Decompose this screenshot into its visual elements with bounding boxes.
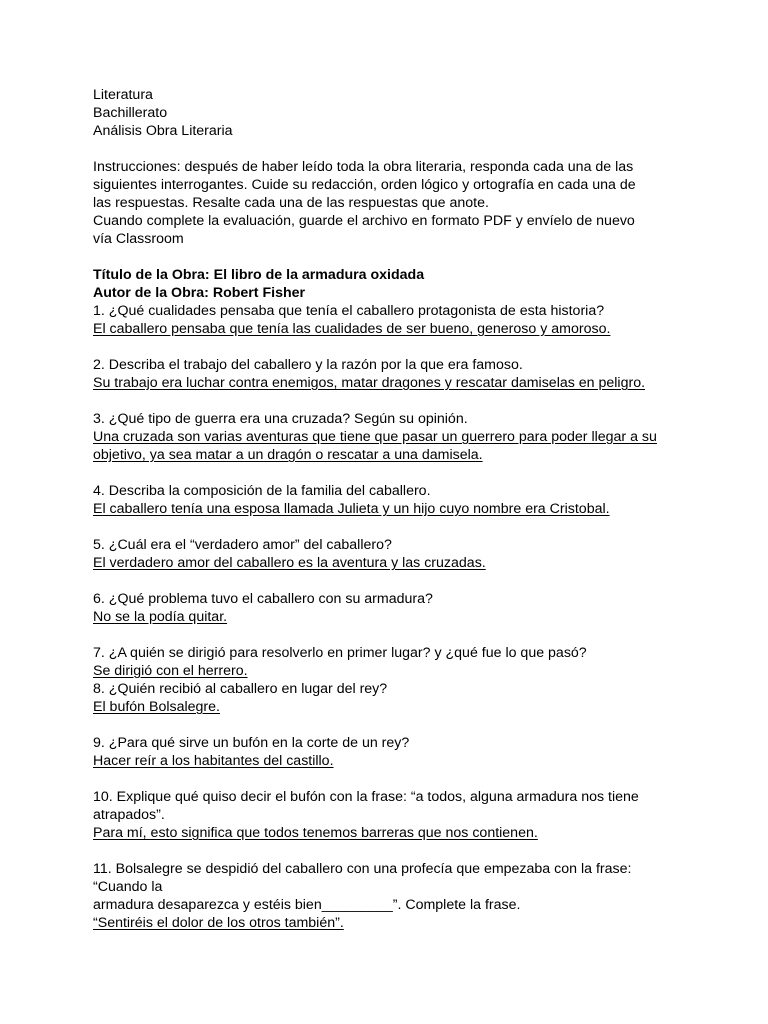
- level-line: Bachillerato: [93, 105, 168, 121]
- spacer: [93, 716, 673, 734]
- answer-line: Hacer reír a los habitantes del castillo.: [93, 753, 334, 769]
- question-block: [93, 590, 673, 626]
- question-text: armadura desaparezca y estéis bien_________”. Complete la frase.: [93, 897, 521, 913]
- answer-line: El caballero tenía una esposa llamada Julieta y un hijo cuyo nombre era Cristobal.: [93, 501, 610, 517]
- answer-text: [93, 500, 673, 518]
- instructions-line: siguientes interrogantes. Cuide su redacción, orden lógico y ortografía en cada una de: [93, 177, 636, 193]
- question-text: 10. Explique qué quiso decir el bufón con la frase: “a todos, alguna armadura nos tiene: [93, 789, 639, 805]
- work-author: Autor de la Obra: Robert Fisher: [93, 285, 306, 301]
- question-block: [93, 536, 673, 572]
- spacer: [93, 626, 673, 644]
- spacer: [93, 572, 673, 590]
- spacer: [93, 140, 673, 158]
- question-text: 1. ¿Qué cualidades pensaba que tenía el caballero protagonista de esta historia?: [93, 303, 605, 319]
- instructions-line: Cuando complete la evaluación, guarde el archivo en formato PDF y envíelo de nuevo: [93, 213, 635, 229]
- instructions-line: vía Classroom: [93, 231, 184, 247]
- question-text: 2. Describa el trabajo del caballero y la razón por la que era famoso.: [93, 357, 523, 373]
- question-block: [93, 788, 673, 842]
- answer-text: [93, 698, 673, 716]
- answer-line: Se dirigió con el herrero.: [93, 663, 248, 679]
- spacer: [93, 248, 673, 266]
- question-text: 4. Describa la composición de la familia del caballero.: [93, 483, 431, 499]
- answer-line: El caballero pensaba que tenía las cualidades de ser bueno, generoso y amoroso.: [93, 321, 611, 337]
- question-text: 5. ¿Cuál era el “verdadero amor” del caballero?: [93, 537, 392, 553]
- answer-text: [93, 428, 673, 464]
- question-block: [93, 410, 673, 464]
- question-block: [93, 734, 673, 770]
- instructions-line: Instrucciones: después de haber leído toda la obra literaria, responda cada una de las: [93, 159, 634, 175]
- work-info: [93, 266, 673, 302]
- document-page: [93, 86, 673, 932]
- answer-line: No se la podía quitar.: [93, 609, 228, 625]
- spacer: [93, 338, 673, 356]
- document-header: [93, 86, 673, 140]
- question-block: [93, 302, 673, 338]
- answer-text: [93, 320, 673, 338]
- question-text: 6. ¿Qué problema tuvo el caballero con su armadura?: [93, 591, 433, 607]
- spacer: [93, 770, 673, 788]
- instructions-block: [93, 158, 673, 248]
- question-text: 9. ¿Para qué sirve un bufón en la corte de un rey?: [93, 735, 410, 751]
- question-block: [93, 644, 673, 680]
- question-text: 7. ¿A quién se dirigió para resolverlo en primer lugar? y ¿qué fue lo que pasó?: [93, 645, 587, 661]
- answer-text: [93, 824, 673, 842]
- question-block: [93, 356, 673, 392]
- spacer: [93, 842, 673, 860]
- question-text: 8. ¿Quién recibió al caballero en lugar del rey?: [93, 681, 388, 697]
- answer-text: [93, 608, 673, 626]
- answer-text: [93, 554, 673, 572]
- spacer: [93, 464, 673, 482]
- answer-text: [93, 752, 673, 770]
- answer-text: [93, 914, 673, 932]
- question-block: [93, 482, 673, 518]
- spacer: [93, 392, 673, 410]
- answer-text: [93, 374, 673, 392]
- answer-line: El verdadero amor del caballero es la aventura y las cruzadas.: [93, 555, 486, 571]
- answer-line: “Sentiréis el dolor de los otros también”.: [93, 915, 344, 931]
- answer-line: objetivo, ya sea matar a un dragón o rescatar a una damisela.: [93, 447, 483, 463]
- answer-line: Para mí, esto significa que todos tenemos barreras que nos contienen.: [93, 825, 538, 841]
- answer-line: El bufón Bolsalegre.: [93, 699, 220, 715]
- answer-text: [93, 662, 673, 680]
- question-block: [93, 680, 673, 716]
- question-text: “Cuando la: [93, 879, 163, 895]
- question-text: 3. ¿Qué tipo de guerra era una cruzada? Según su opinión.: [93, 411, 468, 427]
- subject-line: Literatura: [93, 87, 153, 103]
- work-title: Título de la Obra: El libro de la armadura oxidada: [93, 267, 425, 283]
- spacer: [93, 518, 673, 536]
- question-block: [93, 860, 673, 932]
- question-text: 11. Bolsalegre se despidió del caballero con una profecía que empezaba con la frase:: [93, 861, 632, 877]
- activity-line: Análisis Obra Literaria: [93, 123, 233, 139]
- answer-line: Una cruzada son varias aventuras que tiene que pasar un guerrero para poder llegar a su: [93, 429, 657, 445]
- question-text: atrapados”.: [93, 807, 165, 823]
- answer-line: Su trabajo era luchar contra enemigos, matar dragones y rescatar damiselas en peligro.: [93, 375, 646, 391]
- instructions-line: las respuestas. Resalte cada una de las respuestas que anote.: [93, 195, 489, 211]
